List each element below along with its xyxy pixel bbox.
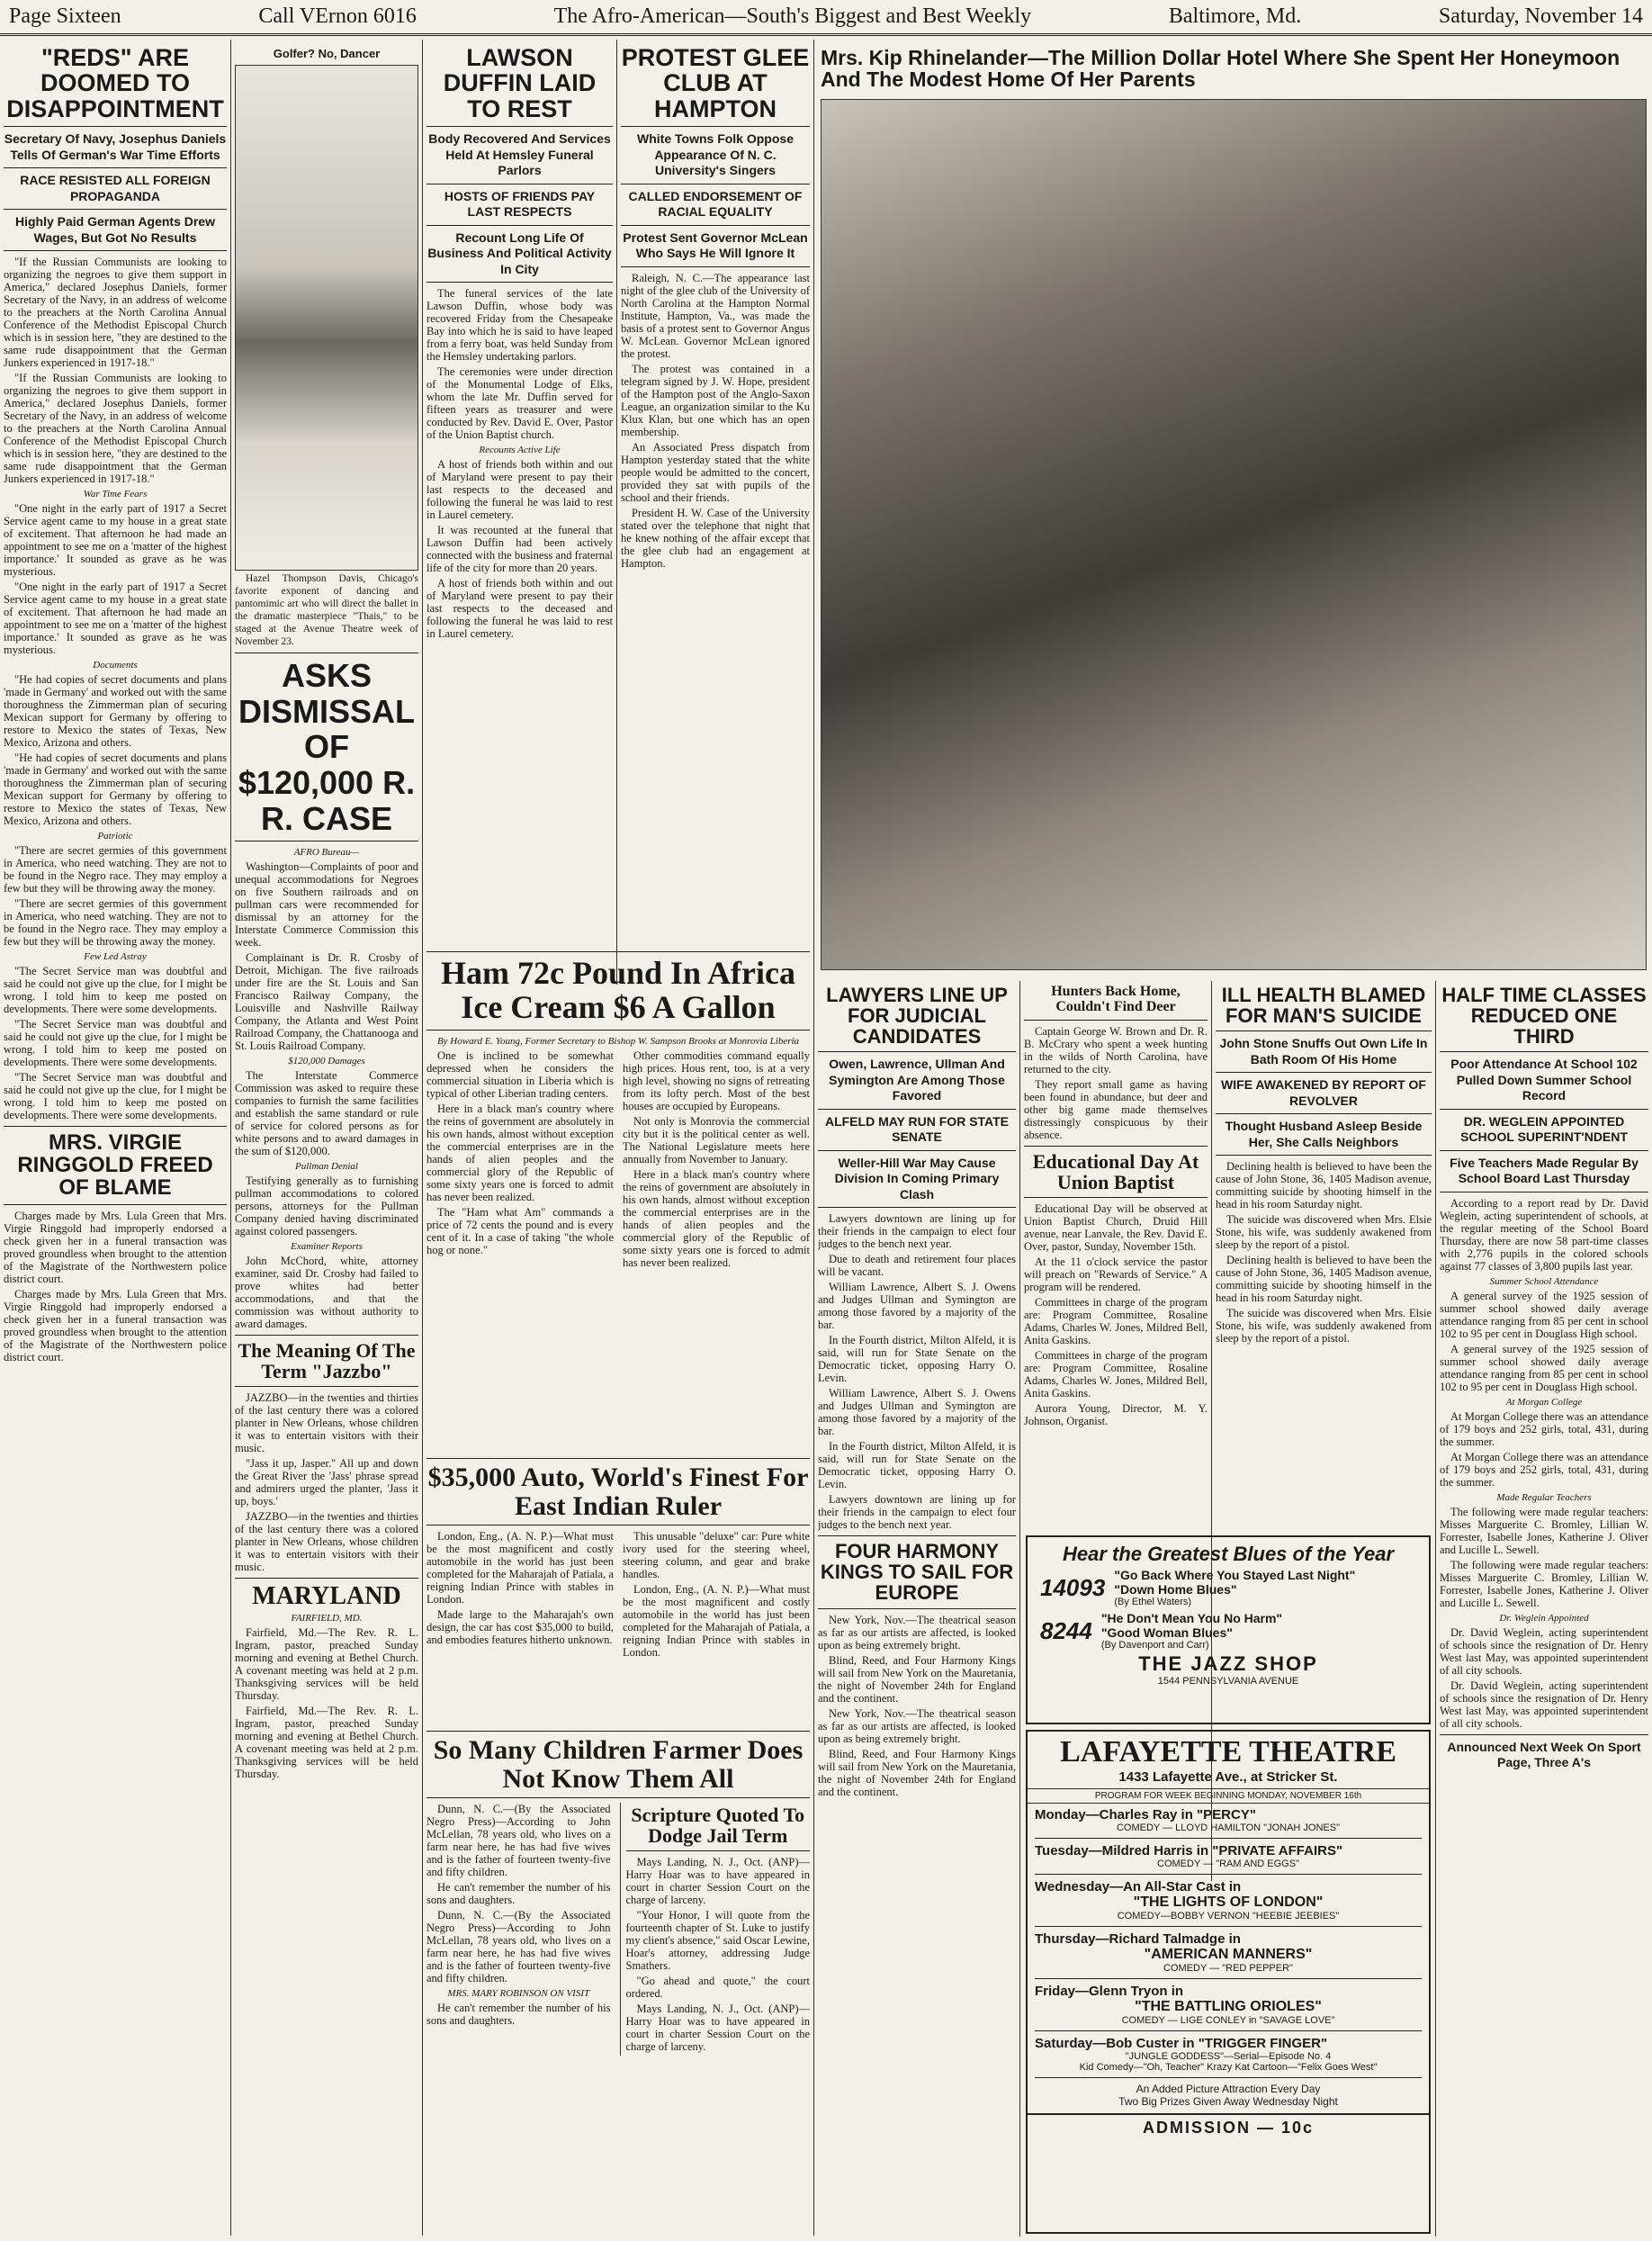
headline-ham: Ham 72c Pound In Africa Ice Cream $6 A Gallon — [440, 955, 795, 1025]
subhead: War Time Fears — [83, 489, 148, 500]
headline-reds: "REDS" ARE DOOMED TO DISAPPOINTMENT — [6, 44, 224, 122]
deck: RACE RESISTED ALL FOREIGN PROPAGANDA — [20, 173, 211, 203]
column-rule — [1435, 981, 1436, 2236]
body-text: The following were made regular teachers: Misses Marguerite C. Bromley, Lillian W. Forrester, Isabelle Jones, Katherine J. Oliver and Lucille L. Sewell. — [1440, 1505, 1648, 1556]
deck: White Towns Folk Oppose Appearance Of N. C. University's Singers — [637, 131, 794, 178]
headline-half-time: HALF TIME CLASSES REDUCED ONE THIRD — [1441, 984, 1647, 1048]
ad-jazz-shop — [1026, 1535, 1431, 1724]
body-text: In the Fourth district, Milton Alfeld, it is said, will run for State Senate on the Democratic ticket, opposing Harry O. Levin. — [818, 1440, 1016, 1491]
saturday-serial: "JUNGLE GODDESS"—Serial—Episode No. 4 — [1125, 2051, 1332, 2062]
record-number: 8244 — [1040, 1616, 1092, 1644]
shop-address: 1544 PENNSYLVANIA AVENUE — [1157, 1676, 1299, 1687]
subhead: Pullman Denial — [295, 1161, 358, 1173]
body-text: One is inclined to be somewhat depressed when he considers the commercial situation in Liberia which is typical of other Liberian trading centers. — [426, 1048, 614, 1100]
dateline: FAIRFIELD, MD. — [291, 1612, 363, 1624]
body-text: Charges made by Mrs. Lula Green that Mrs. Virgie Ringgold had improperly endorsed a check given her in a funeral transaction was proved groundless when brought to the attention of the Magistrate of the Northwestern police district court. — [4, 1209, 227, 1285]
body-text: President H. W. Case of the University stated over the telephone that night that he knew nothing of the affair except that the glee club had an engagement at Hampton. — [621, 506, 810, 570]
subhead: Summer School Attendance — [1489, 1275, 1599, 1287]
body-text: "If the Russian Communists are looking to organizing the negroes to give them support in America," declared Josephus Daniels, former Secretary of the Navy, in an address of welcome to the preachers at the North Carolina Annual Conference of the Methodist Episcopal Church which is in session here, "they are destined to the same rude disappointment that the German Junkers experienced in 1917-18." — [4, 372, 227, 486]
bureau-line: AFRO Bureau— — [293, 847, 360, 859]
body-text: An Associated Press dispatch from Hampton yesterday stated that the white people would be admitted to the concert, provided they sat with pupils of the school and their friends. — [621, 440, 810, 504]
body-text: "There are secret germies of this government in America, who need watching. They are not to be found in the Negro race. They may employ a few but they will be throwing away the money. — [4, 844, 227, 896]
program-line: PROGRAM FOR WEEK BEGINNING MONDAY, NOVEMBER 16th — [1028, 1788, 1429, 1804]
body-text: "The Secret Service man was doubtful and said he could not give up the clue, for I might be wrong. I told him to keep me posted on developments. There were some developments. — [4, 1071, 227, 1122]
subhead: $120,000 Damages — [288, 1056, 365, 1067]
body-text: "Jass it up, Jasper." All up and down the Great River the 'Jass' phrase spread and admirers urged the planter, 'Jass it up, boys.' — [235, 1457, 418, 1508]
body-text: At Morgan College there was an attendance of 179 boys and 252 girls, total, 431, during the summer. — [1440, 1450, 1648, 1489]
body-text: "The Secret Service man was doubtful and said he could not give up the clue, for I might be wrong. I told him to keep me posted on developments. There were some developments. — [4, 965, 227, 1016]
body-text: Mays Landing, N. J., Oct. (ANP)—Harry Hoar was to have appeared in court in charter Session Court on the charge of larceny. — [625, 2002, 810, 2054]
friday-comedy: COMEDY — LIGE CONLEY in "SAVAGE LOVE" — [1121, 2015, 1335, 2026]
body-text: The funeral services of the late Lawson Duffin, whose body was recovered Friday from the Chesapeake Bay into which he is said to have leaped from a ferry boat, was held Sunday from the Hemsley undertaking parlors. — [426, 287, 613, 364]
subhead: MRS. MARY ROBINSON ON VISIT — [447, 1988, 590, 1999]
body-text: The "Ham what Am" commands a price of 72 cents the pound and is every cent of it. In a case of taking "the whole hog or none." — [426, 1205, 614, 1256]
body-text: "Your Honor, I will quote from the fourteenth chapter of St. Luke to justify my client's absence," said Oscar Lewine, Hoar's attorney, addressing Judge Smathers. — [625, 1909, 810, 1973]
paper-name: The Afro-American—South's Biggest and Best Weekly — [553, 4, 1032, 28]
body-text: Lawyers downtown are lining up for their friends in the campaign to elect four judges to the bench next year. — [818, 1212, 1016, 1251]
headline-scripture: Scripture Quoted To Dodge Jail Term — [631, 1804, 805, 1848]
body-text: A host of friends both within and out of Maryland were present to pay their last respects to the deceased and following the funeral he was laid to rest in Laurel cemetery. — [426, 458, 613, 522]
body-text: At Morgan College there was an attendance of 179 boys and 252 girls, total, 431, during the summer. — [1440, 1409, 1648, 1448]
column-suicide — [1216, 983, 1432, 1532]
body-text: Committees in charge of the program are: Program Committee, Rosaline Adams, Charles W. Jones, Mildred Bell, Anita Gaskins. — [1024, 1348, 1208, 1400]
wednesday-comedy: COMEDY—BOBBY VERNON "HEEBIE JEEBIES" — [1117, 1911, 1340, 1922]
artist: (By Davenport and Carr) — [1100, 1640, 1209, 1651]
issue-date: Saturday, November 14 — [1438, 4, 1643, 28]
shop-name: THE JAZZ SHOP — [1138, 1652, 1318, 1675]
body-text: Fairfield, Md.—The Rev. R. L. Ingram, pastor, preached Sunday morning and evening at Bethel Church. A covenant meeting was held at 2 p.m. Thanksgiving services will be held Thursday. — [235, 1625, 418, 1702]
body-text: Here in a black man's country where the reins of government are absolutely in his own hands, almost without exception the commercial enterprises are in the hands of alien peoples and the commercial glory of the Republic of some sixty years one is forced to admit has never been realized. — [623, 1167, 810, 1269]
body-text: The ceremonies were under direction of the Monumental Lodge of Elks, whom the late Mr. Duffin served for fifteen years as treasurer and were conducted by Rev. David E. Over, Pastor of the Union Baptist church. — [426, 365, 613, 442]
body-text: Aurora Young, Director, M. Y. Johnson, Organist. — [1024, 1401, 1208, 1427]
prize-note: Two Big Prizes Given Away Wednesday Night — [1118, 2095, 1338, 2108]
city: Baltimore, Md. — [1168, 4, 1302, 28]
column-half-time — [1440, 983, 1648, 2237]
theatre-address: 1433 Lafayette Ave., at Stricker St. — [1118, 1769, 1338, 1785]
body-text: "There are secret germies of this government in America, who need watching. They are not to be found in the Negro race. They may employ a few but they will be throwing away the money. — [4, 897, 227, 949]
body-text: William Lawrence, Albert S. J. Owens and Judges Ullman and Symington are among those favored by a majority of the bar. — [818, 1281, 1016, 1332]
body-text: Educational Day will be observed at Union Baptist Church, Druid Hill avenue, near Lanvale, the Rev. David E. Over, pastor, Sunday, November 15th. — [1024, 1202, 1208, 1253]
saturday-feature: Saturday—Bob Custer in "TRIGGER FINGER" — [1035, 2036, 1328, 2051]
column-rule — [422, 40, 423, 2236]
body-text: A host of friends both within and out of Maryland were present to pay their last respects to the deceased and following the funeral he was laid to rest in Laurel cemetery. — [426, 577, 613, 641]
article-auto — [426, 1454, 810, 1724]
body-text: Fairfield, Md.—The Rev. R. L. Ingram, pastor, preached Sunday morning and evening at Bethel Church. A covenant meeting was held at 2 p.m. Thanksgiving services will be held Thursday. — [235, 1704, 418, 1780]
footer-note: Announced Next Week On Sport Page, Three A's — [1447, 1739, 1641, 1770]
body-text: Mays Landing, N. J., Oct. (ANP)—Harry Hoar was to have appeared in court in charter Session Court on the charge of larceny. — [625, 1856, 810, 1907]
headline-harmony-kings: FOUR HARMONY KINGS TO SAIL FOR EUROPE — [820, 1540, 1014, 1605]
subhead: Few Led Astray — [84, 951, 147, 963]
deck: Weller-Hill War May Cause Division In Coming Primary Clash — [834, 1155, 1000, 1202]
deck: Owen, Lawrence, Ullman And Symington Are Among Those Favored — [829, 1057, 1005, 1103]
body-text: He can't remember the number of his sons and daughters. — [426, 2002, 611, 2027]
feature-title: Mrs. Kip Rhinelander—The Million Dollar Hotel Where She Spent Her Honeymoon And The Modest Home Of Her Parents — [821, 46, 1621, 92]
headline-farmer: So Many Children Farmer Does Not Know Them All — [433, 1735, 804, 1794]
body-text: According to a report read by Dr. David Weglein, acting superintendent of schools, at the regular meeting of the School Board Thursday, there are now 58 part-time classes with 2,776 pupils in the colored schools against 77 classes of 3,800 pupils last year. — [1440, 1196, 1648, 1273]
theatre-name: LAFAYETTE THEATRE — [1060, 1735, 1396, 1768]
body-text: "He had copies of secret documents and plans 'made in Germany' and worked out with the same thoroughness the Zimmerman plan of securing Mexican support for Germany by offering to restore to Mexico the states of Texas, New Mexico, Arizona and others. — [4, 673, 227, 750]
body-text: "One night in the early part of 1917 a Secret Service agent came to my house in a great state of excitement. That afternoon he had made an appointment to see me on a 'matter of the highest importance.' It sounded as grave as he was mysterious. — [4, 580, 227, 657]
friday-feature: Friday—Glenn Tryon in — [1035, 1984, 1184, 1999]
headline-ill-health: ILL HEALTH BLAMED FOR MAN'S SUICIDE — [1221, 984, 1426, 1028]
friday-title: "THE BATTLING ORIOLES" — [1135, 1999, 1322, 2014]
masthead — [0, 0, 1652, 36]
song-title: "Down Home Blues" — [1114, 1582, 1237, 1597]
deck: Protest Sent Governor McLean Who Says He Will Ignore It — [623, 230, 808, 261]
headline-duffin: LAWSON DUFFIN LAID TO REST — [443, 44, 597, 122]
body-text: It was recounted at the funeral that Lawson Duffin had been actively connected with the business and fraternal life of the city for more than 20 years. — [426, 524, 613, 575]
body-text: The suicide was discovered when Mrs. Elsie Stone, his wife, was suddenly awakened from sleep by the report of a pistol. — [1216, 1307, 1432, 1346]
deck: Thought Husband Asleep Beside Her, She Calls Neighbors — [1225, 1119, 1423, 1149]
body-text: Made large to the Maharajah's own design, the car has cost $35,000 to build, and embodies features hitherto unknown. — [426, 1608, 614, 1646]
deck: CALLED ENDORSEMENT OF RACIAL EQUALITY — [628, 188, 803, 220]
body-text: William Lawrence, Albert S. J. Owens and Judges Ullman and Symington are among those favored by a majority of the bar. — [818, 1387, 1016, 1438]
headline-auto: $35,000 Auto, World's Finest For East Indian Ruler — [427, 1462, 809, 1521]
monday-comedy: COMEDY — LLOYD HAMILTON "JONAH JONES" — [1116, 1822, 1341, 1833]
subhead: Recounts Active Life — [479, 445, 561, 456]
headline-lawyers: LAWYERS LINE UP FOR JUDICIAL CANDIDATES — [826, 984, 1008, 1048]
thursday-title: "AMERICAN MANNERS" — [1144, 1947, 1313, 1962]
deck: Secretary Of Navy, Josephus Daniels Tells Of German's War Time Efforts — [4, 131, 227, 162]
artist: (By Ethel Waters) — [1114, 1597, 1192, 1607]
deck: Highly Paid German Agents Drew Wages, But Got No Results — [15, 214, 215, 245]
body-text: Dunn, N. C.—(By the Associated Negro Press)—According to John McLellan, 78 years old, who lives on a farm near here, he has had five wives and is the father of fourteen twenty-five and fifty children. — [426, 1803, 611, 1878]
body-text: Blind, Reed, and Four Harmony Kings will sail from New York on the Mauretania, the night of November 24th for England and the continent. — [818, 1747, 1016, 1798]
body-text: Declining health is believed to have been the cause of John Stone, 36, 1405 Madison avenue, committing suicide by shooting himself in the head in his room Saturday night. — [1216, 1160, 1432, 1211]
extra-attraction: An Added Picture Attraction Every Day — [1136, 2083, 1321, 2095]
body-text: The suicide was discovered when Mrs. Elsie Stone, his wife, was suddenly awakened from sleep by the report of a pistol. — [1216, 1213, 1432, 1252]
ad-title: Hear the Greatest Blues of the Year — [1062, 1543, 1395, 1565]
body-text: Raleigh, N. C.—The appearance last night of the glee club of the University of North Carolina at the Hampton Normal Institute, Hampton, Va., was made the basis of a protest sent to Governor Angus W. McLean. Governor McLean ignored the protest. — [621, 271, 810, 360]
subhead: Examiner Reports — [291, 1241, 363, 1253]
body-text: Declining health is believed to have been the cause of John Stone, 36, 1405 Madison avenue, committing suicide by shooting himself in the head in his room Saturday night. — [1216, 1254, 1432, 1305]
column-dancer — [235, 43, 418, 2237]
subhead: Documents — [93, 660, 138, 671]
headline-educational-day: Educational Day At Union Baptist — [1032, 1149, 1199, 1193]
headline-hunters: Hunters Back Home, Couldn't Find Deer — [1051, 984, 1181, 1014]
deck: WIFE AWAKENED BY REPORT OF REVOLVER — [1221, 1077, 1426, 1108]
body-text: In the Fourth district, Milton Alfeld, it is said, will run for State Senate on the Democratic ticket, opposing Harry O. Levin. — [818, 1334, 1016, 1385]
body-text: Committees in charge of the program are: Program Committee, Rosaline Adams, Charles W. Jones, Mildred Bell, Anita Gaskins. — [1024, 1295, 1208, 1346]
body-text: They report small game as having been found in abundance, but deer and other big game made themselves distressingly conspicuous by their absence. — [1024, 1077, 1208, 1141]
headline-rr-case: ASKS DISMISSAL OF $120,000 R. R. CASE — [238, 657, 416, 837]
deck: John Stone Snuffs Out Own Life In Bath Room Of His Home — [1219, 1036, 1428, 1066]
column-duffin — [426, 43, 613, 943]
body-text: London, Eng., (A. N. P.)—What must be the most magnificent and costly automobile in the world has just been completed for the Maharajah of Patiala, a reigning Indian Prince with stables in London. — [623, 1583, 810, 1659]
column-rule — [1019, 981, 1020, 2236]
column-glee-club — [621, 43, 810, 943]
body-text: Captain George W. Brown and Dr. R. B. McCrary who spent a week hunting in the wilds of North Carolina, have returned to the city. — [1024, 1024, 1208, 1076]
body-text: John McChord, white, attorney examiner, said Dr. Crosby had failed to prove whites had better accommodations, and that the commission was without authority to award damages. — [235, 1255, 418, 1331]
body-text: London, Eng., (A. N. P.)—What must be the most magnificent and costly automobile in the world has just been completed for the Maharajah of Patiala, a reigning Indian Prince with stables in London. — [426, 1530, 614, 1606]
thursday-comedy: COMEDY — "RED PEPPER" — [1163, 1963, 1293, 1974]
body-text: Not only is Monrovia the commercial city but it is the political center as well. The National Legislature meets here annually from November to January. — [623, 1114, 810, 1166]
column-reds — [4, 43, 227, 2237]
deck: ALFELD MAY RUN FOR STATE SENATE — [824, 1113, 1010, 1145]
body-text: He can't remember the number of his sons and daughters. — [426, 1881, 611, 1906]
body-text: "Go ahead and quote," the court ordered. — [625, 1975, 810, 2001]
body-text: New York, Nov.—The theatrical season as far as our artists are affected, is looked upon as being extremely bright. — [818, 1706, 1016, 1745]
wednesday-feature: Wednesday—An All-Star Cast in — [1035, 1879, 1242, 1894]
body-text: JAZZBO—in the twenties and thirties of the last century there was a colored planter in New Orleans, whose children it was to entertain visitors with their music. — [235, 1391, 418, 1455]
tuesday-comedy: COMEDY — "RAM AND EGGS" — [1157, 1858, 1299, 1869]
tuesday-feature: Tuesday—Mildred Harris in "PRIVATE AFFAIRS" — [1035, 1843, 1343, 1858]
article-ham-africa — [426, 947, 810, 1451]
song-title: "Good Woman Blues" — [1100, 1625, 1233, 1640]
body-text: Dunn, N. C.—(By the Associated Negro Press)—According to John McLellan, 78 years old, who lives on a farm near here, he has had five wives and is the father of fourteen twenty-five and fifty children. — [426, 1909, 611, 1984]
deck: HOSTS OF FRIENDS PAY LAST RESPECTS — [444, 188, 596, 220]
monday-feature: Monday—Charles Ray in "PERCY" — [1035, 1807, 1256, 1822]
subhead: At Morgan College — [1505, 1396, 1583, 1408]
deck: DR. WEGLEIN APPOINTED SCHOOL SUPERINT'NDENT — [1460, 1113, 1628, 1145]
column-hunters — [1024, 983, 1208, 1532]
deck: Body Recovered And Services Held At Hemsley Funeral Parlors — [428, 131, 611, 178]
body-text: The protest was contained in a telegram signed by J. W. Hope, president of the Hampton post of the Anglo-Saxon League, an organization similar to the Ku Klux Klan, but one which has an open membership. — [621, 362, 810, 438]
subhead: Dr. Weglein Appointed — [1499, 1612, 1589, 1624]
body-text: "The Secret Service man was doubtful and said he could not give up the clue, for I might be wrong. I told him to keep me posted on developments. There were some developments. — [4, 1018, 227, 1069]
song-title: "Go Back Where You Stayed Last Night" — [1114, 1568, 1356, 1582]
headline-maryland: MARYLAND — [252, 1582, 401, 1611]
headline-ringgold: MRS. VIRGIE RINGGOLD FREED OF BLAME — [17, 1130, 213, 1201]
column-rule — [230, 40, 231, 2236]
photo-caption: Hazel Thompson Davis, Chicago's favorite exponent of dancing and pantomimic art who will direct the ballet in the dramatic masterpiece "Thais," to be staged at the Avenue Theatre week of November 23. — [235, 573, 418, 648]
body-text: "He had copies of secret documents and plans 'made in Germany' and worked out with the same thoroughness the Zimmerman plan of securing Mexican support for Germany by offering to restore to Mexico the states of Texas, New Mexico, Arizona and others. — [4, 752, 227, 828]
headline-glee-club: PROTEST GLEE CLUB AT HAMPTON — [621, 44, 810, 122]
body-text: At the 11 o'clock service the pastor will preach on "Rewards of Service." A program will be rendered. — [1024, 1255, 1208, 1293]
body-text: The Interstate Commerce Commission was asked to require these companies to furnish the same facilities and establish the same standard or rule of service for colored persons as for white persons and to award damages in the sum of $120,000. — [235, 1069, 418, 1158]
body-text: Complainant is Dr. R. Crosby of Detroit, Michigan. The five railroads under fire are the St. Louis and San Francisco Railway Company, the Louisville and Nashville Railway Company, the Atlanta and West Point Railroad Company, the Chattanooga and St. Louis Railroad Company. — [235, 951, 418, 1053]
deck: Five Teachers Made Regular By School Board Last Thursday — [1450, 1155, 1639, 1186]
dancer-photo — [235, 65, 418, 571]
photo-caption-top: Golfer? No, Dancer — [273, 47, 381, 60]
body-text: "One night in the early part of 1917 a Secret Service agent came to my house in a great state of excitement. That afternoon he had made an appointment to see me on a 'matter of the highest importance.' It sounded as grave as he was mysterious. — [4, 502, 227, 579]
body-text: Due to death and retirement four places will be vacant. — [818, 1253, 1016, 1279]
body-text: Charges made by Mrs. Lula Green that Mrs. Virgie Ringgold had improperly endorsed a check given her in a funeral transaction was proved groundless when brought to the attention of the Magistrate of the Northwestern police district court. — [4, 1287, 227, 1364]
wednesday-title: "THE LIGHTS OF LONDON" — [1133, 1894, 1324, 1910]
body-text: A general survey of the 1925 session of summer school showed daily average attendance ranging from 85 per cent in school 102 to 95 per cent in Douglass High school. — [1440, 1289, 1648, 1340]
thursday-feature: Thursday—Richard Talmadge in — [1035, 1931, 1241, 1947]
body-text: New York, Nov.—The theatrical season as far as our artists are affected, is looked upon as being extremely bright. — [818, 1613, 1016, 1652]
body-text: Dr. David Weglein, acting superintendent of schools since the resignation of Dr. Henry West last May, was appointed superintendent of all city schools. — [1440, 1625, 1648, 1677]
column-lawyers — [818, 983, 1016, 2237]
body-text: Lawyers downtown are lining up for their friends in the campaign to elect four judges to the bench next year. — [818, 1493, 1016, 1532]
article-farmer — [426, 1726, 810, 2237]
saturday-comedy: Kid Comedy—"Oh, Teacher" Krazy Kat Cartoon—"Felix Goes West" — [1079, 2062, 1378, 2073]
song-title: "He Don't Mean You No Harm" — [1100, 1611, 1283, 1625]
phone-number: Call VErnon 6016 — [258, 4, 417, 28]
body-text: Blind, Reed, and Four Harmony Kings will sail from New York on the Mauretania, the night of November 24th for England and the continent. — [818, 1653, 1016, 1705]
record-number: 14093 — [1040, 1573, 1106, 1601]
deck: Recount Long Life Of Business And Political Activity In City — [427, 230, 612, 276]
body-text: Here in a black man's country where the reins of government are absolutely in his own hands, almost without exception the commercial enterprises are in the hands of alien peoples and the commercial glory of the Republic of some sixty years one is forced to admit has never been realized. — [426, 1102, 614, 1203]
body-text: "If the Russian Communists are looking to organizing the negroes to give them support in America," declared Josephus Daniels, former Secretary of the Navy, in an address of welcome to the preachers at the North Carolina Annual Conference of the Methodist Episcopal Church which is in session here, "they are destined to the same rude disappointment that the German Junkers experienced in 1917-18." — [4, 256, 227, 370]
column-rule — [813, 40, 814, 2236]
body-text: A general survey of the 1925 session of summer school showed daily average attendance ranging from 85 per cent in school 102 to 95 per cent in Douglass High school. — [1440, 1342, 1648, 1393]
subhead: Made Regular Teachers — [1496, 1491, 1592, 1503]
feature-rhinelander — [817, 43, 1648, 972]
body-text: Washington—Complaints of poor and unequal accommodations for Negroes on five Southern railroads and on pullman cars were recommended for dismissal by an attorney for the Interstate Commerce Commission this week. — [235, 860, 418, 950]
body-text: JAZZBO—in the twenties and thirties of the last century there was a colored planter in New Orleans, whose children it was to entertain visitors with their music. — [235, 1510, 418, 1574]
body-text: This unusable "deluxe" car: Pure white ivory used for the steering wheel, steering column, and gear and brake handles. — [623, 1530, 810, 1580]
subhead: Patriotic — [97, 831, 133, 842]
deck: Poor Attendance At School 102 Pulled Down Summer School Record — [1450, 1057, 1638, 1103]
column-rule — [616, 40, 617, 985]
body-text: Testifying generally as to furnishing pullman accommodations to colored persons, attorneys for the Pullman Company denied having discriminated against colored passengers. — [235, 1174, 418, 1238]
byline: By Howard E. Young, Former Secretary to Bishop W. Sampson Brooks at Monrovia Liberia — [436, 1035, 800, 1047]
ad-lafayette-theatre — [1026, 1730, 1431, 2234]
body-text: Other commodities command equally high prices. Hous rent, too, is at a very high level, showing no signs of retreating from its lofty perch. Most of the best houses are occupied by Europeans. — [623, 1048, 810, 1112]
body-text: Dr. David Weglein, acting superintendent of schools since the resignation of Dr. Henry West last May, was appointed superintendent of all city schools. — [1440, 1678, 1648, 1730]
body-text: The following were made regular teachers: Misses Marguerite C. Bromley, Lillian W. Forrester, Isabelle Jones, Katherine J. Oliver and Lucille L. Sewell. — [1440, 1558, 1648, 1609]
hotel-and-portrait-photo — [821, 99, 1647, 970]
admission-price: ADMISSION — 10c — [1028, 2113, 1429, 2138]
page-number: Page Sixteen — [9, 4, 121, 28]
headline-jazzbo: The Meaning Of The Term "Jazzbo" — [238, 1339, 416, 1383]
